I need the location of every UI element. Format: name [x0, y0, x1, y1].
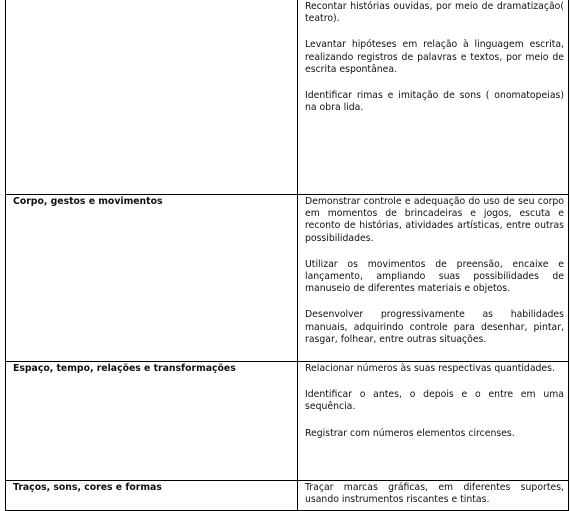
- table-row: [6, 195, 569, 362]
- objective-text: Levantar hipóteses em relação à linguagem escrita, realizando registros de palavras e textos, por meio de escrita espontânea.: [305, 39, 564, 75]
- table-row: [6, 362, 569, 481]
- objective-text: Recontar histórias ouvidas, por meio de dramatização( teatro).: [305, 1, 564, 25]
- objective-text: Desenvolver progressivamente as habilidades manuais, adquirindo controle para desenhar, pintar, rasgar, folhear, entre outras situações.: [305, 309, 564, 345]
- objective-text: Utilizar os movimentos de preensão, encaixe e lançamento, ampliando suas possibilidades de manuseio de diferentes materiais e objetos.: [305, 258, 564, 295]
- field-cell: [6, 0, 298, 195]
- objective-text: Identificar o antes, o depois e o entre em uma sequência.: [305, 389, 564, 413]
- objective-text: Relacionar números às suas respectivas quantidades.: [305, 363, 555, 374]
- objectives-cell: [298, 481, 569, 511]
- objectives-cell: [298, 362, 569, 481]
- table-row: [6, 0, 569, 195]
- field-cell: Corpo, gestos e movimentos: [6, 195, 298, 362]
- objectives-cell: [298, 0, 569, 195]
- field-cell: Espaço, tempo, relações e transformações: [6, 362, 298, 481]
- objectives-table: [5, 0, 569, 511]
- objective-text: Demonstrar controle e adequação do uso de seu corpo em momentos de brincadeiras e jogos, escuta e reconto de histórias, atividades artísticas, entre outras possibilidades.: [305, 196, 564, 244]
- field-cell: Traços, sons, cores e formas: [6, 481, 298, 511]
- objective-text: Registrar com números elementos circenses.: [305, 427, 515, 439]
- objective-text: Identificar rimas e imitação de sons ( onomatopeias) na obra lida.: [305, 90, 564, 114]
- table-row: [6, 481, 569, 511]
- objective-text: Traçar marcas gráficas, em diferentes suportes, usando instrumentos riscantes e tintas.: [305, 482, 564, 506]
- objectives-cell: [298, 195, 569, 362]
